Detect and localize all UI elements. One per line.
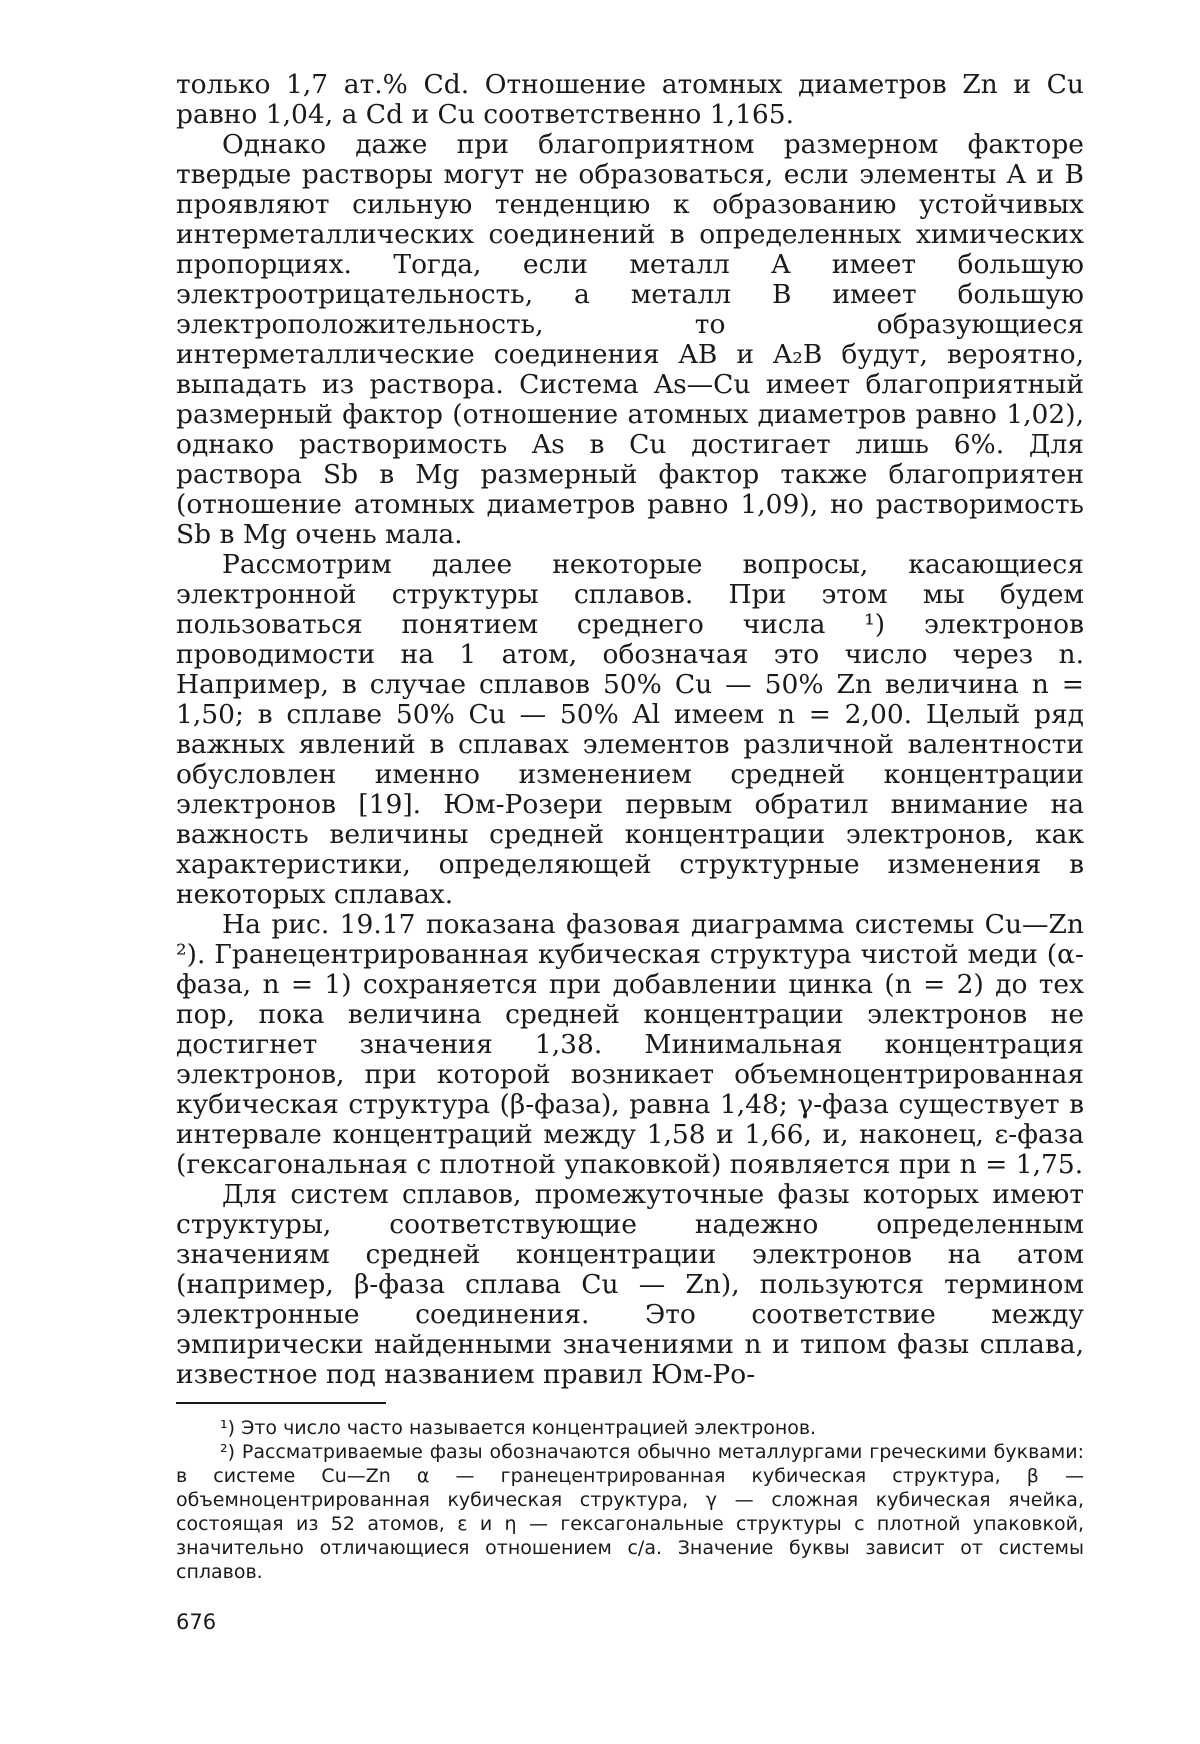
footnote-1: ¹) Это число часто называется концентрацией электронов.	[176, 1416, 1084, 1440]
page-body	[176, 70, 1084, 1634]
paragraph-2: Однако даже при благоприятном размерном факторе твердые растворы могут не образоваться, если элементы A и B проявляют сильную тенденцию к образованию устойчивых интерметаллических соединений в определенных химических пропорциях. Тогда, если металл A имеет большую электроотрицательность, а металл B имеет большую электроположительность, то образующиеся интерметаллические соединения AB и A₂B будут, вероятно, выпадать из раствора. Система As—Cu имеет благоприятный размерный фактор (отношение атомных диаметров равно 1,02), однако растворимость As в Cu достигает лишь 6%. Для раствора Sb в Mg размерный фактор также благоприятен (отношение атомных диаметров равно 1,09), но растворимость Sb в Mg очень мала.	[176, 130, 1084, 550]
page-number: 676	[176, 1610, 1084, 1634]
footnote-divider	[176, 1402, 386, 1404]
paragraph-5: Для систем сплавов, промежуточные фазы которых имеют структуры, соответствующие надежно определенным значениям средней концентрации электронов на атом (например, β-фаза сплава Cu — Zn), пользуются термином электронные соединения. Это соответствие между эмпирически найденными значениями n и типом фазы сплава, известное под названием правил Юм-Ро-	[176, 1180, 1084, 1390]
paragraph-1: только 1,7 ат.% Cd. Отношение атомных диаметров Zn и Cu равно 1,04, а Cd и Cu соответственно 1,165.	[176, 70, 1084, 130]
footnote-2: ²) Рассматриваемые фазы обозначаются обычно металлургами греческими буквами: в системе Cu—Zn α — гранецентрированная кубическая структура, β — объемноцентрированная кубическая структура, γ — сложная кубическая ячейка, состоящая из 52 атомов, ε и η — гексагональные структуры с плотной упаковкой, значительно отличающиеся отношением c/a. Значение буквы зависит от системы сплавов.	[176, 1440, 1084, 1584]
paragraph-4: На рис. 19.17 показана фазовая диаграмма системы Cu—Zn ²). Гранецентрированная кубическая структура чистой меди (α-фаза, n = 1) сохраняется при добавлении цинка (n = 2) до тех пор, пока величина средней концентрации электронов не достигнет значения 1,38. Минимальная концентрация электронов, при которой возникает объемноцентрированная кубическая структура (β-фаза), равна 1,48; γ-фаза существует в интервале концентраций между 1,58 и 1,66, и, наконец, ε-фаза (гексагональная с плотной упаковкой) появляется при n = 1,75.	[176, 910, 1084, 1180]
paragraph-3: Рассмотрим далее некоторые вопросы, касающиеся электронной структуры сплавов. При этом мы будем пользоваться понятием среднего числа ¹) электронов проводимости на 1 атом, обозначая это число через n. Например, в случае сплавов 50% Cu — 50% Zn величина n = 1,50; в сплаве 50% Cu — 50% Al имеем n = 2,00. Целый ряд важных явлений в сплавах элементов различной валентности обусловлен именно изменением средней концентрации электронов [19]. Юм-Розери первым обратил внимание на важность величины средней концентрации электронов, как характеристики, определяющей структурные изменения в некоторых сплавах.	[176, 550, 1084, 910]
